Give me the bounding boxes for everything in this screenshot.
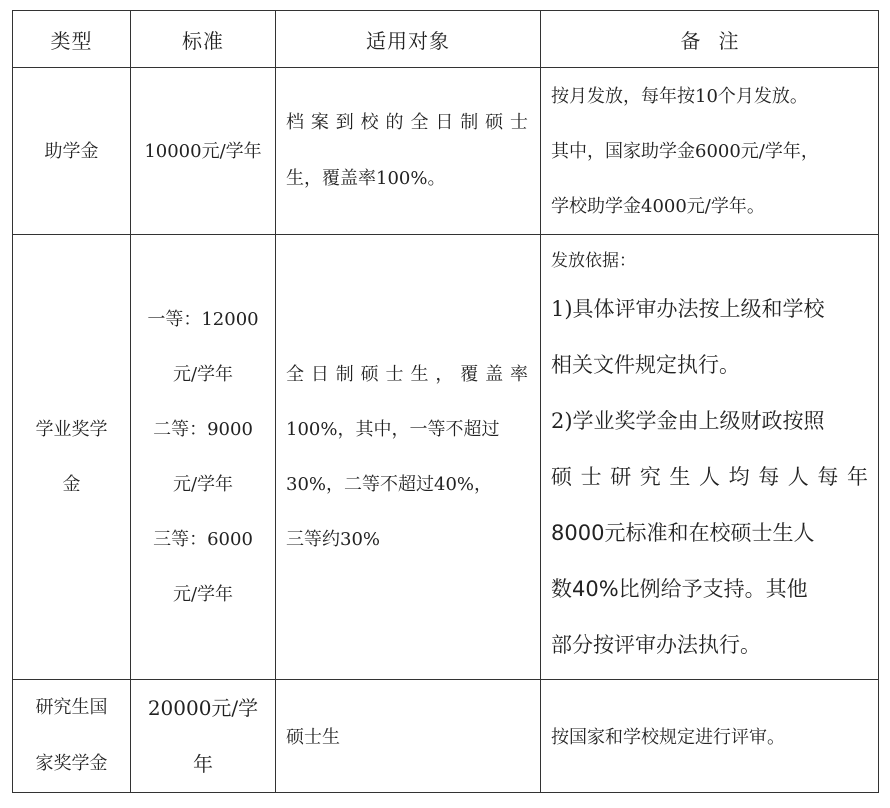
cell-line: 部分按评审办法执行。	[551, 633, 761, 657]
cell-line: 研究生国	[35, 697, 108, 718]
cell-standard	[131, 680, 276, 793]
cell-line: 一等：12000	[147, 309, 259, 330]
cell-line: 三等：6000	[153, 529, 253, 550]
cell-line: 年	[193, 752, 213, 776]
cell-line: 按月发放，每年按10个月发放。	[551, 85, 808, 107]
cell-standard	[131, 235, 276, 680]
cell-line: 生，覆盖率100%。	[286, 168, 446, 189]
header-row	[13, 11, 879, 68]
cell-line: 元/学年	[172, 584, 234, 605]
cell-line: 8000元标准和在校硕士生人	[551, 521, 815, 545]
cell-line: 硕士研究生人均每人每年	[551, 465, 868, 489]
cell-line: 学校助学金4000元/学年。	[551, 195, 765, 217]
cell-type	[13, 680, 131, 793]
cell-line: 100%，其中，一等不超过	[286, 419, 500, 440]
cell-line: 20000元/学	[147, 696, 259, 720]
cell-note	[541, 235, 879, 680]
table-row-academic-scholarship	[13, 235, 879, 680]
cell-target	[276, 68, 541, 235]
cell-line: 1)具体评审办法按上级和学校	[551, 297, 825, 321]
table-row-grant	[13, 68, 879, 235]
cell-note	[541, 680, 879, 793]
cell-line: 元/学年	[172, 474, 234, 495]
cell-line: 30%，二等不超过40%，	[286, 474, 493, 495]
scholarship-table	[12, 10, 879, 793]
cell-line: 其中，国家助学金6000元/学年，	[551, 140, 819, 162]
cell-line: 硕士生	[286, 727, 340, 748]
header-type: 类型	[13, 11, 131, 68]
cell-line: 家奖学金	[35, 753, 108, 774]
cell-line: 10000元/学年	[144, 140, 262, 162]
cell-note	[541, 68, 879, 235]
cell-line: 二等：9000	[153, 419, 253, 440]
table-row-national-scholarship	[13, 680, 879, 793]
cell-line: 档案到校的全日制硕士	[286, 112, 530, 133]
cell-target	[276, 680, 541, 793]
cell-line: 金	[62, 474, 81, 495]
cell-line: 助学金	[44, 140, 99, 162]
cell-line: 按国家和学校规定进行评审。	[551, 727, 785, 748]
cell-line: 数40%比例给予支持。其他	[551, 577, 808, 601]
cell-line: 相关文件规定执行。	[551, 353, 740, 377]
cell-line: 元/学年	[172, 364, 234, 385]
header-target: 适用对象	[276, 11, 541, 68]
cell-type	[13, 68, 131, 235]
header-note: 备注	[541, 11, 879, 68]
header-standard: 标准	[131, 11, 276, 68]
cell-type	[13, 235, 131, 680]
cell-standard	[131, 68, 276, 235]
cell-line: 2)学业奖学金由上级财政按照	[551, 409, 825, 433]
cell-target	[276, 235, 541, 680]
cell-line: 三等约30%	[286, 529, 381, 550]
cell-line: 发放依据：	[551, 251, 636, 271]
cell-line: 全日制硕士生，覆盖率	[286, 364, 530, 385]
cell-line: 学业奖学	[35, 419, 108, 440]
